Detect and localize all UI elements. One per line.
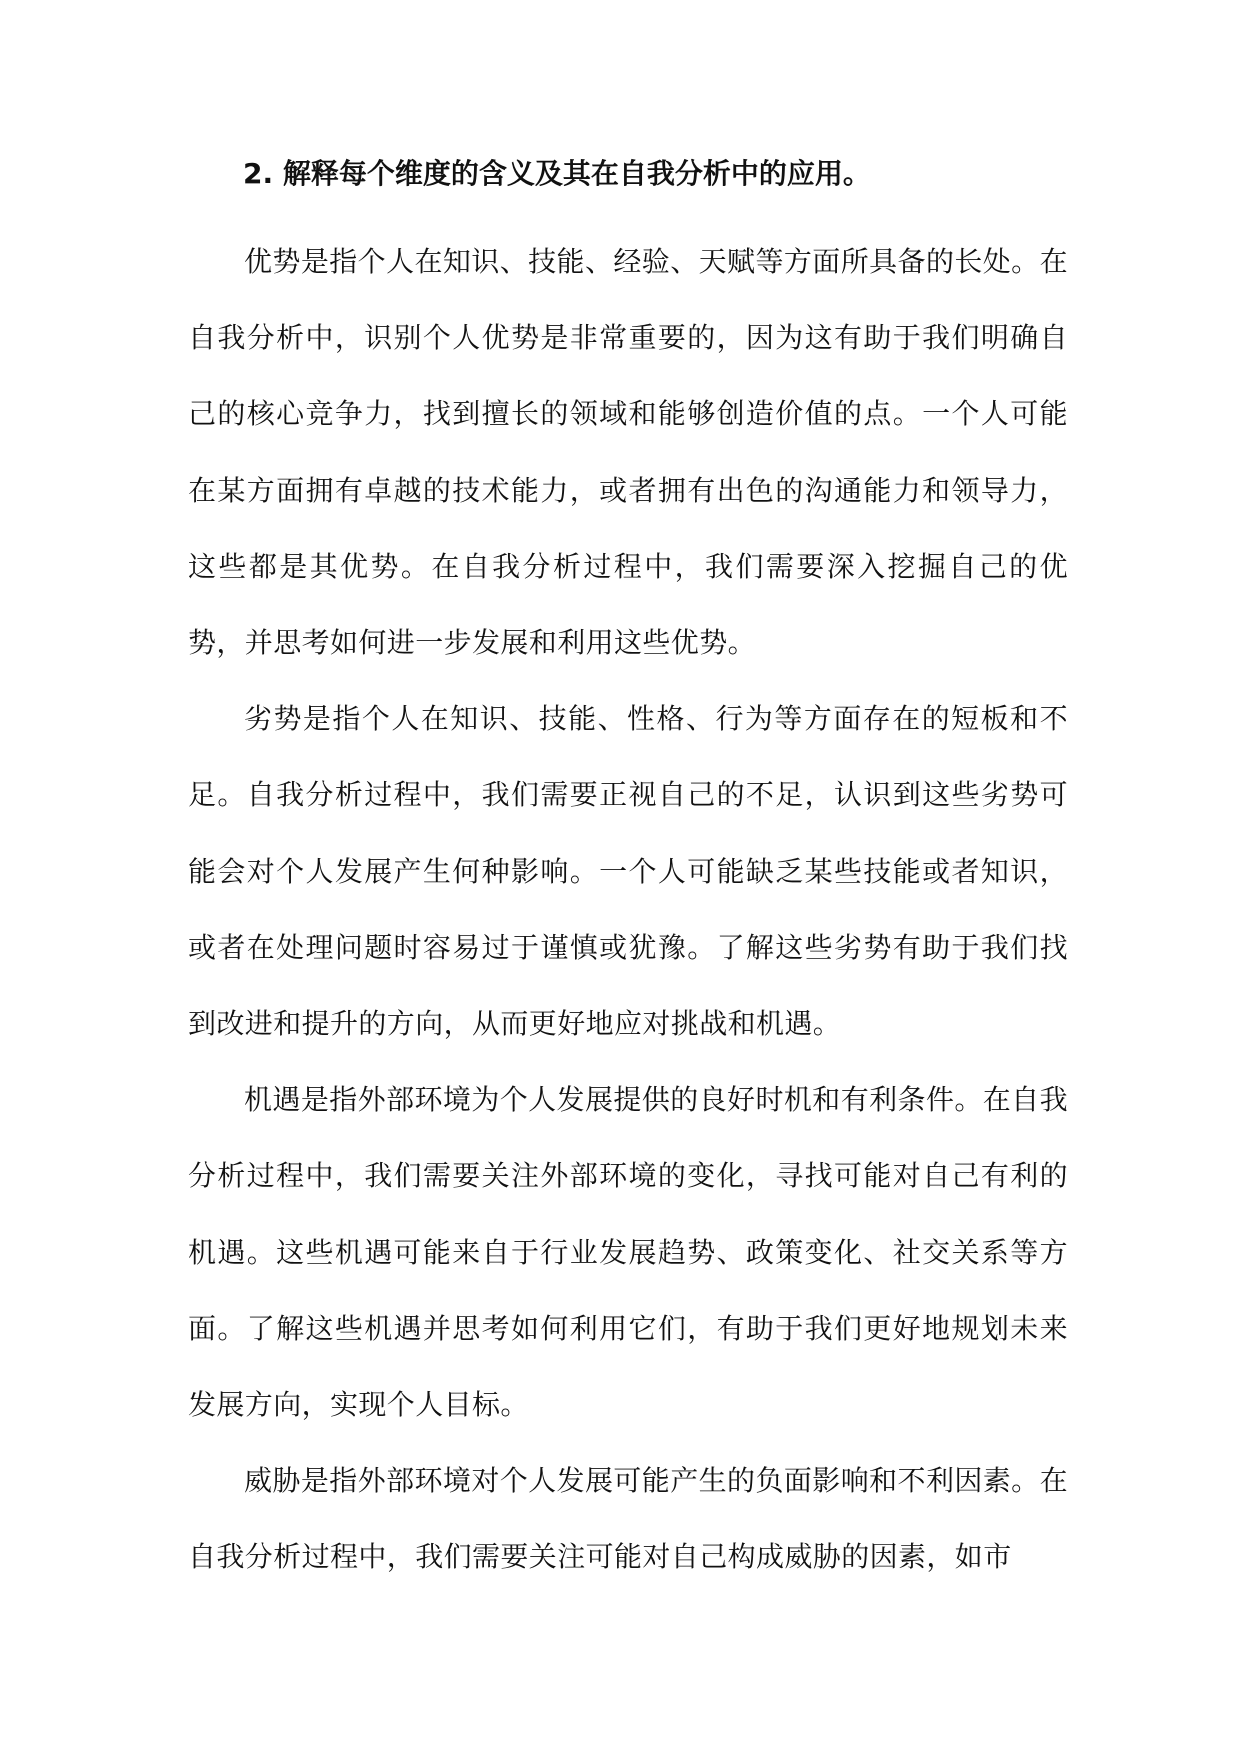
document-body — [188, 144, 1068, 1596]
paragraph-opportunities: 机遇是指外部环境为个人发展提供的良好时机和有利条件。在自我分析过程中，我们需要关注外部环境的变化，寻找可能对自己有利的机遇。这些机遇可能来自于行业发展趋势、政策变化、社交关系等方面。了解这些机遇并思考如何利用它们，有助于我们更好地规划未来发展方向，实现个人目标。 — [188, 1083, 1068, 1422]
paragraph-threats: 威胁是指外部环境对个人发展可能产生的负面影响和不利因素。在自我分析过程中，我们需要关注可能对自己构成威胁的因素，如市 — [188, 1464, 1068, 1574]
paragraph-weaknesses: 劣势是指个人在知识、技能、性格、行为等方面存在的短板和不足。自我分析过程中，我们需要正视自己的不足，认识到这些劣势可能会对个人发展产生何种影响。一个人可能缺乏某些技能或者知识，或者在处理问题时容易过于谨慎或犹豫。了解这些劣势有助于我们找到改进和提升的方向，从而更好地应对挑战和机遇。 — [188, 702, 1068, 1041]
section-heading: 2. 解释每个维度的含义及其在自我分析中的应用。 — [243, 157, 871, 190]
paragraph-strengths: 优势是指个人在知识、技能、经验、天赋等方面所具备的长处。在自我分析中，识别个人优势是非常重要的，因为这有助于我们明确自己的核心竞争力，找到擅长的领域和能够创造价值的点。一个人可能在某方面拥有卓越的技术能力，或者拥有出色的沟通能力和领导力，这些都是其优势。在自我分析过程中，我们需要深入挖掘自己的优势，并思考如何进一步发展和利用这些优势。 — [188, 245, 1068, 660]
